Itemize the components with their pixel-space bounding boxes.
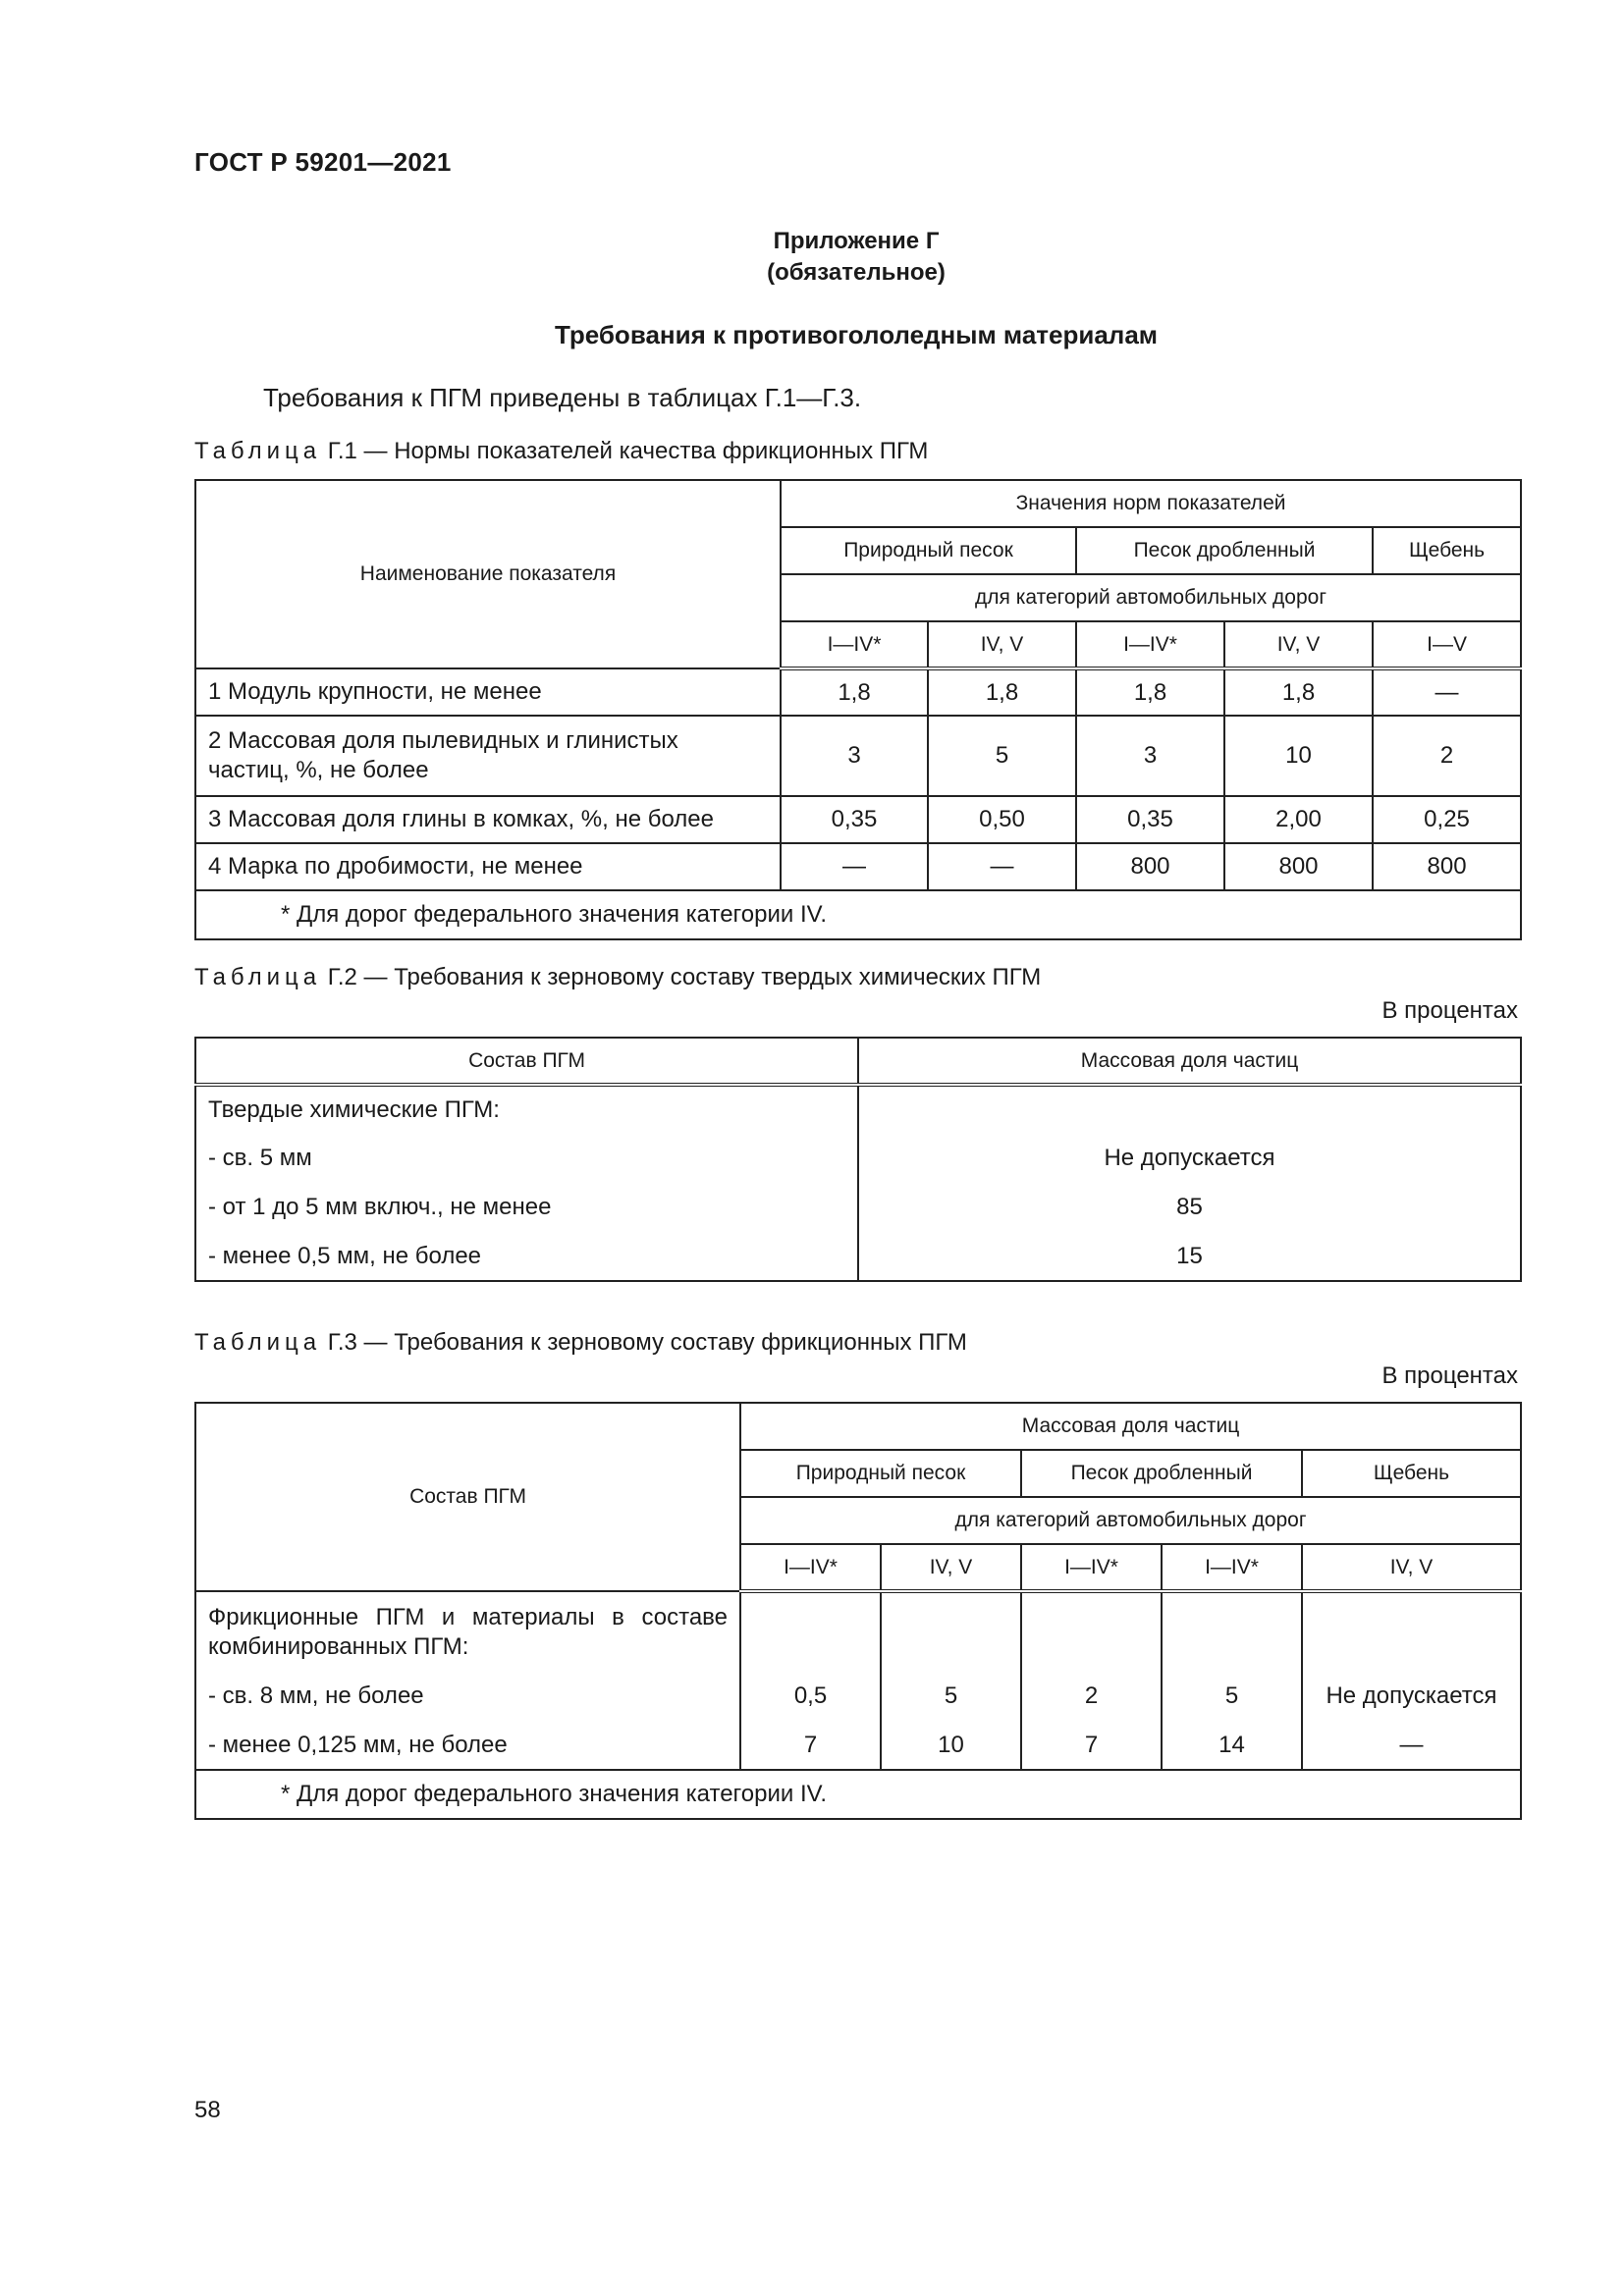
table3-footnote: * Для дорог федерального значения категории IV. (195, 1770, 1521, 1819)
table1-category: IV, V (1224, 621, 1373, 668)
row-name: 1 Модуль крупности, не менее (195, 668, 781, 716)
cell-value: Не допускается (858, 1134, 1521, 1183)
row-name-line: частиц, %, не более (208, 757, 429, 783)
table3-header-name: Состав ПГМ (195, 1403, 740, 1591)
row-name: 3 Массовая доля глины в комках, %, не более (195, 796, 781, 843)
appendix-status: (обязательное) (767, 259, 946, 286)
empty-cell (858, 1085, 1521, 1134)
cell-value: Не допускается (1302, 1672, 1521, 1721)
cell-value: — (781, 843, 928, 890)
cell-value: 800 (1373, 843, 1521, 890)
table1-group-crushed-sand: Песок дробленный (1076, 527, 1373, 574)
cell-value: 0,35 (781, 796, 928, 843)
table3 (194, 1402, 1522, 1820)
table3-group-gravel: Щебень (1302, 1450, 1521, 1497)
table2-caption-label: Таблица (194, 964, 322, 990)
cell-value: 7 (740, 1721, 881, 1770)
table3-caption (194, 1329, 967, 1357)
table3-units: В процентах (1381, 1362, 1518, 1389)
group-label-line: комбинированных ПГМ: (208, 1632, 469, 1660)
table3-categories-label: для категорий автомобильных дорог (740, 1497, 1521, 1544)
table-row (195, 1721, 1521, 1770)
table1-header-name: Наименование показателя (195, 480, 781, 668)
empty-cell (1302, 1591, 1521, 1672)
table3-category: I—IV* (740, 1544, 881, 1591)
table1-category: I—IV* (1076, 621, 1224, 668)
table3-caption-text: Г.3 — Требования к зерновому составу фрикционных ПГМ (327, 1329, 967, 1356)
cell-value: 5 (1162, 1672, 1302, 1721)
table1-categories-label: для категорий автомобильных дорог (781, 574, 1521, 621)
table1-caption-label: Таблица (194, 438, 322, 464)
empty-cell (1021, 1591, 1162, 1672)
table1-group-natural-sand: Природный песок (781, 527, 1076, 574)
cell-value: 800 (1224, 843, 1373, 890)
cell-value: 2 (1373, 716, 1521, 796)
cell-value: 3 (1076, 716, 1224, 796)
cell-value: 1,8 (1224, 668, 1373, 716)
row-name (195, 716, 781, 796)
row-name: - менее 0,125 мм, не более (195, 1721, 740, 1770)
empty-cell (1162, 1591, 1302, 1672)
cell-value: 7 (1021, 1721, 1162, 1770)
table-row (195, 1672, 1521, 1721)
cell-value: 1,8 (928, 668, 1076, 716)
table3-group-label (195, 1591, 740, 1672)
table2-group-label: Твердые химические ПГМ: (195, 1085, 858, 1134)
table3-category: I—IV* (1162, 1544, 1302, 1591)
table2-header-mass-fraction: Массовая доля частиц (858, 1038, 1521, 1085)
table1-category: I—IV* (781, 621, 928, 668)
group-label-line: Фрикционные ПГМ и материалы в составе (208, 1603, 728, 1630)
empty-cell (881, 1591, 1021, 1672)
table3-caption-label: Таблица (194, 1329, 322, 1356)
document-code: ГОСТ Р 59201—2021 (194, 147, 452, 177)
cell-value: 2 (1021, 1672, 1162, 1721)
table-row (195, 1183, 1521, 1232)
cell-value: 0,5 (740, 1672, 881, 1721)
intro-paragraph: Требования к ПГМ приведены в таблицах Г.1—Г.3. (263, 383, 862, 412)
table1-category: IV, V (928, 621, 1076, 668)
table3-group-natural-sand: Природный песок (740, 1450, 1021, 1497)
cell-value: 1,8 (781, 668, 928, 716)
table1-caption (194, 438, 928, 465)
row-name-line: 2 Массовая доля пылевидных и глинистых (208, 727, 678, 754)
table-row (195, 796, 1521, 843)
table1-footnote: * Для дорог федерального значения категории IV. (195, 890, 1521, 939)
appendix-title: Приложение Г (773, 228, 940, 254)
table-row (195, 716, 1521, 796)
table1-category: I—V (1373, 621, 1521, 668)
table3-category: IV, V (881, 1544, 1021, 1591)
page-number: 58 (194, 2097, 221, 2123)
row-name: - менее 0,5 мм, не более (195, 1232, 858, 1281)
table3-category: IV, V (1302, 1544, 1521, 1591)
table3-group-crushed-sand: Песок дробленный (1021, 1450, 1302, 1497)
table-row (195, 1232, 1521, 1281)
row-name: - от 1 до 5 мм включ., не менее (195, 1183, 858, 1232)
cell-value: 3 (781, 716, 928, 796)
cell-value: 15 (858, 1232, 1521, 1281)
table3-category: I—IV* (1021, 1544, 1162, 1591)
cell-value: 0,50 (928, 796, 1076, 843)
cell-value: 0,25 (1373, 796, 1521, 843)
table-row (195, 843, 1521, 890)
table3-header-values: Массовая доля частиц (740, 1403, 1521, 1450)
table-row (195, 1134, 1521, 1183)
row-name: - св. 5 мм (195, 1134, 858, 1183)
table2-header-composition: Состав ПГМ (195, 1038, 858, 1085)
table1-header-values: Значения норм показателей (781, 480, 1521, 527)
cell-value: 5 (928, 716, 1076, 796)
cell-value: — (1302, 1721, 1521, 1770)
cell-value: 10 (1224, 716, 1373, 796)
table2-caption (194, 964, 1041, 991)
section-title: Требования к противогололедным материалам (554, 320, 1159, 349)
table1-caption-text: Г.1 — Нормы показателей качества фрикционных ПГМ (327, 438, 929, 464)
row-name: 4 Марка по дробимости, не менее (195, 843, 781, 890)
table2-caption-text: Г.2 — Требования к зерновому составу твердых химических ПГМ (327, 964, 1042, 990)
empty-cell (740, 1591, 881, 1672)
cell-value: — (928, 843, 1076, 890)
cell-value: 0,35 (1076, 796, 1224, 843)
table2 (194, 1037, 1522, 1282)
cell-value: 800 (1076, 843, 1224, 890)
cell-value: 2,00 (1224, 796, 1373, 843)
table2-units: В процентах (1381, 997, 1518, 1024)
cell-value: 1,8 (1076, 668, 1224, 716)
row-name: - св. 8 мм, не более (195, 1672, 740, 1721)
cell-value: 5 (881, 1672, 1021, 1721)
cell-value: — (1373, 668, 1521, 716)
table-row (195, 668, 1521, 716)
table1 (194, 479, 1522, 940)
cell-value: 14 (1162, 1721, 1302, 1770)
table1-group-gravel: Щебень (1373, 527, 1521, 574)
cell-value: 10 (881, 1721, 1021, 1770)
cell-value: 85 (858, 1183, 1521, 1232)
